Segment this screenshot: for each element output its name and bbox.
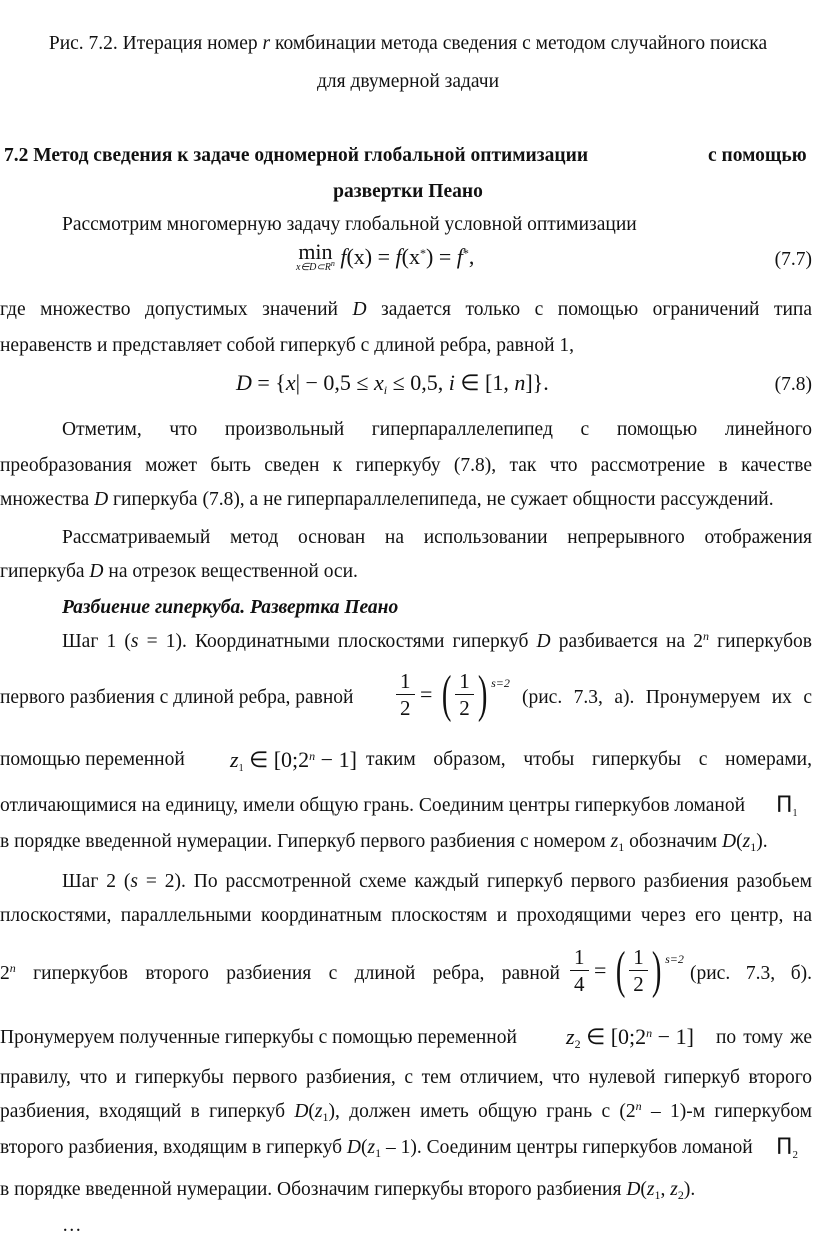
numerator: 1 (396, 668, 415, 695)
paragraph-note-line-1: Отметим, что произвольный гиперпараллелепипед с помощью линейного (62, 419, 812, 440)
numerator: 1 (629, 944, 648, 971)
variable-x-i: x (374, 370, 384, 395)
text-span: гиперкуба (7.8), а не гиперпараллелепипеда, не сужает общности рассуждений. (108, 489, 774, 510)
text-span: – 1)-м гиперкубом (641, 1101, 812, 1122)
equals-sign: = (594, 957, 607, 983)
eq-comma: , (468, 244, 475, 269)
right-paren: ) (477, 665, 488, 723)
text-span: гиперкуба (0, 561, 90, 582)
paragraph-method-line-1: Рассматриваемый метод основан на использовании непрерывного отображения (62, 527, 812, 548)
step2-line-4-tail: по тому же (716, 1027, 812, 1048)
eq-part: ∈ [1, (454, 370, 515, 395)
paragraph-where-line-2: неравенств и представляет собой гиперкуб с длиной ребра, равной 1, (0, 335, 575, 356)
eq-part: (x) = (346, 244, 396, 269)
pi-symbol: Π (776, 1135, 793, 1160)
section-heading-right: с помощью (708, 145, 807, 166)
text-span: ), должен иметь общую грань с (2 (328, 1101, 636, 1122)
min-subscript: x∈D⊂R (296, 262, 331, 273)
figure-caption-line-1 (0, 32, 816, 56)
equation-7-8 (236, 368, 549, 398)
range-part: − 1] (652, 1024, 694, 1049)
text-span: , (660, 1179, 671, 1200)
eq-part: | − 0,5 ≤ (295, 370, 375, 395)
section-heading-line-2: развертки Пеано (333, 181, 483, 202)
text-span: ( (640, 1179, 647, 1200)
text-span: Шаг 1 ( (62, 631, 131, 652)
variable-z: z (367, 1137, 376, 1158)
min-subscript-power: n (330, 259, 335, 268)
range-part: − 1] (315, 747, 357, 772)
power-s-2: s=2 (491, 676, 510, 690)
variable-D: D (722, 831, 737, 852)
subscript-2: 2 (792, 1149, 799, 1161)
equation-7-7 (296, 239, 475, 274)
step2-line-6 (0, 1100, 812, 1124)
subscript-2: 2 (677, 1188, 684, 1202)
subscript-1: 1 (322, 1110, 329, 1124)
subscript-1: 1 (792, 808, 798, 819)
text-span: задается только с помощью ограничений типа (366, 299, 812, 320)
variable-i: i (448, 370, 455, 395)
range-part: ∈ [0;2 (580, 1024, 647, 1049)
eq-part: ≤ 0,5, (387, 370, 449, 395)
subscript-1: 1 (375, 1146, 382, 1160)
variable-s: s (130, 631, 139, 652)
step2-line-7 (0, 1136, 753, 1160)
text-span: = 1). Координатными плоскостями гиперкуб (138, 631, 537, 652)
paragraph-note-line-3 (0, 488, 774, 512)
paragraph-method-line-2 (0, 560, 358, 584)
subheading: Разбиение гиперкуба. Развертка Пеано (62, 597, 399, 618)
text-span: ( (360, 1137, 368, 1158)
paragraph-where-line-1 (0, 298, 812, 322)
caption-variable-r: r (262, 33, 271, 54)
superscript-n: n (635, 1099, 642, 1113)
variable-z: z (646, 1179, 655, 1200)
step2-line-1 (62, 870, 812, 894)
step1-line-5 (0, 830, 768, 854)
step1-line-3-tail: таким образом, чтобы гиперкубы с номерами, (366, 749, 812, 770)
variable-D: D (626, 1179, 641, 1200)
text-span: Шаг 2 ( (62, 871, 131, 892)
equation-number-7-8: (7.8) (774, 374, 812, 395)
variable-z: z (566, 1024, 575, 1049)
step2-line-3-tail: (рис. 7.3, б). (690, 963, 812, 984)
step2-fraction-formula (570, 941, 684, 1004)
step2-line-5: правилу, что и гиперкубы первого разбиения, с тем отличием, что нулевой гиперкуб второго (0, 1067, 812, 1088)
text-span: в порядке введенной нумерации. Обозначим гиперкубы второго разбиения (0, 1179, 627, 1200)
left-paren: ( (615, 941, 626, 999)
subscript-2: 2 (574, 1037, 581, 1051)
variable-z: z (610, 831, 619, 852)
fraction-paren (629, 944, 648, 997)
text-span: ( (308, 1101, 315, 1122)
numerator: 1 (455, 668, 474, 695)
superscript-n: n (703, 629, 710, 643)
eq-part-2: (x (401, 244, 420, 269)
eq-part: = { (251, 370, 286, 395)
intro-paragraph: Рассмотрим многомерную задачу глобальной условной оптимизации (62, 214, 637, 235)
equals-sign: = (420, 681, 433, 707)
numerator: 1 (570, 944, 589, 971)
section-heading: 7.2 Метод сведения к задаче одномерной глобальной оптимизации (4, 145, 589, 166)
step2-line-3-text (0, 962, 560, 986)
polyline-pi-2 (776, 1132, 798, 1163)
power-s-2: s=2 (665, 952, 684, 966)
text-span: обозначим (624, 831, 723, 852)
right-paren: ) (651, 941, 662, 999)
min-operator: min (298, 239, 333, 264)
text-span: гиперкубов второго разбиения с длиной ребра, равной (15, 963, 560, 984)
variable-s: s (130, 871, 138, 892)
denominator: 2 (400, 696, 411, 720)
variable-D: D (89, 561, 104, 582)
step1-line-4: отличающимися на единицу, имели общую грань. Соединим центры гиперкубов ломаной (0, 795, 746, 816)
fraction-1-4 (570, 944, 589, 997)
step1-line-2-text: первого разбиения с длиной ребра, равной (0, 687, 354, 708)
f-symbol-2: f (395, 244, 402, 269)
star-sup: * (420, 246, 426, 260)
text-span: множества (0, 489, 95, 510)
variable-z: z (314, 1101, 323, 1122)
text-span: на отрезок вещественной оси. (103, 561, 358, 582)
step1-line-1 (62, 630, 812, 654)
text-span: разбиения, входящий в гиперкуб (0, 1101, 295, 1122)
eq-part: ]}. (525, 370, 549, 395)
variable-z: z (670, 1179, 678, 1200)
variable-D: D (294, 1101, 309, 1122)
text-span: второго разбиения, входящим в гиперкуб (0, 1137, 347, 1158)
text-span: – 1). Соединим центры гиперкубов ломаной (381, 1137, 753, 1158)
range-part: ∈ [0;2 (243, 747, 310, 772)
variable-D: D (94, 489, 109, 510)
pi-symbol: Π (776, 793, 793, 818)
f-symbol: f (340, 244, 347, 269)
polyline-pi-1 (776, 790, 798, 821)
variable-D: D (352, 299, 367, 320)
eq-part-3: ) = (426, 244, 457, 269)
subscript-1: 1 (618, 840, 625, 854)
subscript-1: 1 (654, 1188, 661, 1202)
variable-D: D (536, 631, 551, 652)
caption-text: Рис. 7.2. Итерация номер (48, 33, 263, 54)
variable-D: D (236, 370, 252, 395)
text-span: ). (756, 831, 768, 852)
superscript-n: n (309, 749, 316, 763)
text-span: в порядке введенной нумерации. Гиперкуб первого разбиения с номером (0, 831, 611, 852)
text-span: = 2). По рассмотренной схеме каждый гиперкуб первого разбиения разобьем (137, 871, 812, 892)
step1-line-2-tail: (рис. 7.3, а). Пронумеруем их с (522, 687, 812, 708)
fraction-paren (455, 668, 474, 721)
star-sup-2: * (462, 246, 469, 260)
ellipsis: … (62, 1215, 82, 1236)
left-paren: ( (441, 665, 452, 723)
text-span: ). (683, 1179, 696, 1200)
variable-z: z (230, 747, 239, 772)
variable-n: n (514, 370, 526, 395)
denominator: 2 (459, 696, 470, 720)
superscript-n: n (646, 1026, 653, 1040)
denominator: 4 (574, 972, 585, 996)
caption-text-cont: комбинации метода сведения с методом случайного поиска (270, 33, 768, 54)
superscript-n: n (9, 961, 16, 975)
step1-fraction-formula (396, 665, 510, 728)
f-symbol-3: f (456, 244, 463, 269)
variable-z: z (742, 831, 751, 852)
step2-line-8 (0, 1178, 695, 1202)
text-span: ( (736, 831, 743, 852)
paragraph-note-line-2: преобразования может быть сведен к гиперкубу (7.8), так что рассмотрение в качестве (0, 455, 812, 476)
variable-x: x (285, 370, 296, 395)
denominator: 2 (633, 972, 644, 996)
step2-line-2: плоскостями, параллельными координатным плоскостям и проходящими через его центр, на (0, 905, 812, 926)
text-span: где множество допустимых значений (0, 299, 353, 320)
fraction-1-2 (396, 668, 415, 721)
text-span: разбивается на 2 (550, 631, 704, 652)
text-span: 2 (0, 963, 10, 984)
step1-line-3-text: помощью переменной (0, 749, 185, 770)
step2-range-formula (566, 1022, 694, 1052)
equation-number-7-7: (7.7) (774, 249, 812, 270)
subscript-i: i (383, 383, 388, 397)
variable-D: D (346, 1137, 361, 1158)
subscript-1: 1 (750, 840, 757, 854)
subscript-1: 1 (238, 763, 244, 774)
step2-line-4-text: Пронумеруем полученные гиперкубы с помощью переменной (0, 1027, 517, 1048)
figure-caption-line-2: для двумерной задачи (316, 71, 500, 92)
text-span: гиперкубов (709, 631, 812, 652)
step1-range-formula (230, 745, 357, 775)
